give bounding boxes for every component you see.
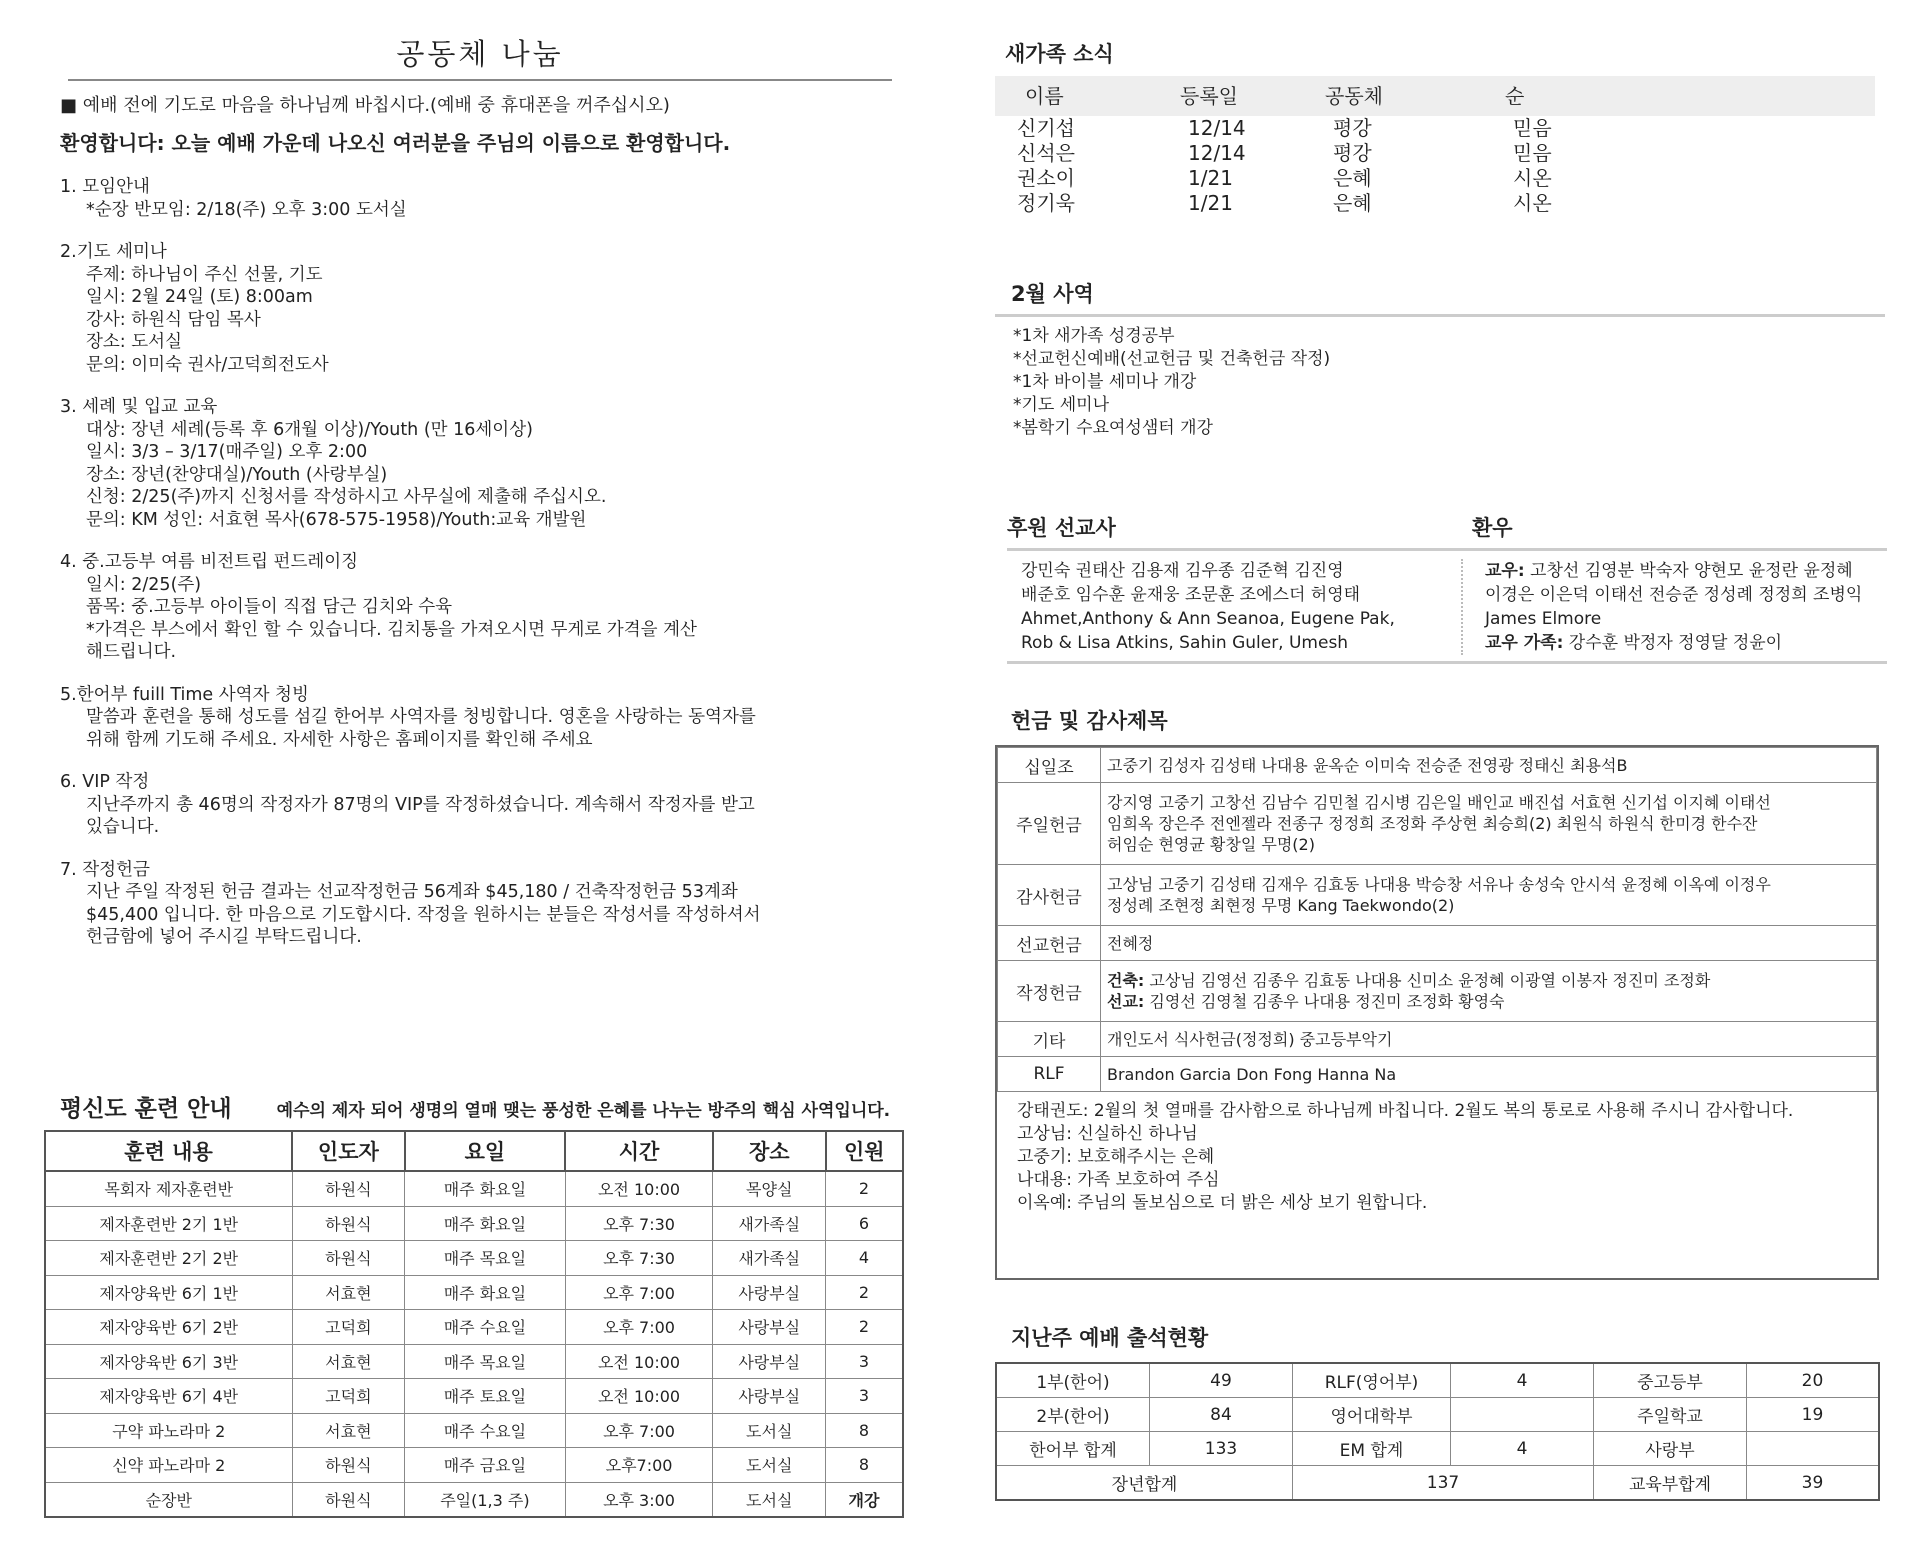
announcement-section: [60, 684, 900, 752]
training-cell: 구약 파노라마 2: [45, 1413, 292, 1448]
training-cell: 하원식: [292, 1206, 405, 1241]
training-table: [44, 1130, 904, 1518]
training-cell: 6: [826, 1206, 903, 1241]
announcement-line: 지난 주일 작정된 헌금 결과는 선교작정헌금 56계좌 $45,180 / 건축작정헌금 53계좌: [86, 882, 738, 902]
offering-box: [995, 745, 1879, 1280]
offering-name-line: 허임순 현영균 황창일 무명(2): [1107, 835, 1315, 854]
announcement-section: [60, 241, 900, 376]
announcement-line: 주제: 하나님이 주신 선물, 기도: [86, 264, 323, 285]
training-subtitle: 예수의 제자 되어 생명의 열매 맺는 풍성한 은혜를 나누는 방주의 핵심 사역입니다.: [276, 1101, 891, 1121]
offering-name-line: [1107, 991, 1870, 1012]
training-cell: 하원식: [292, 1171, 405, 1206]
newfamily-cell: 정기욱: [1017, 191, 1075, 215]
training-cell: 오후 7:00: [565, 1310, 713, 1345]
training-table-header: [45, 1131, 903, 1171]
announcement-line: 문의: 이미숙 권사/고덕희전도사: [86, 354, 329, 375]
newfamily-cell: 은혜: [1333, 191, 1372, 215]
training-cell: 3: [826, 1379, 903, 1414]
training-cell: 매주 화요일: [405, 1206, 565, 1241]
offering-names: [1101, 1022, 1877, 1057]
announcement-line: 일시: 3/3 – 3/17(매주일) 오후 2:00: [86, 442, 368, 462]
att-value: 133: [1150, 1432, 1293, 1466]
training-cell: 8: [826, 1413, 903, 1448]
newfamily-cell: 평강: [1333, 141, 1372, 165]
announcement-line: 강사: 하원식 담임 목사: [86, 309, 261, 330]
newfamily-cell: 시온: [1513, 166, 1552, 190]
training-cell: 신약 파노라마 2: [45, 1448, 292, 1483]
att-label: 1부(한어): [996, 1363, 1150, 1398]
announcement-heading: 1. 모임안내: [60, 177, 150, 197]
training-cell: 2: [826, 1171, 903, 1206]
training-title: 평신도 훈련 안내: [60, 1096, 232, 1122]
training-cell: 제자양육반 6기 1반: [45, 1275, 292, 1310]
welcome-message: 환영합니다: 오늘 예배 가운데 나오신 여러분을 주님의 이름으로 환영합니다.: [60, 131, 731, 155]
ministry-item: *선교헌신예배(선교헌금 및 건축헌금 작정): [1013, 349, 1331, 369]
sick-line: [1485, 559, 1862, 583]
att-label: RLF(영어부): [1293, 1363, 1451, 1398]
newfamily-cell: 은혜: [1333, 166, 1372, 190]
attendance-row: [996, 1363, 1879, 1398]
training-cell: 매주 토요일: [405, 1379, 565, 1414]
training-cell: 고덕희: [292, 1310, 405, 1345]
training-cell: 오후 7:00: [565, 1413, 713, 1448]
newfamily-cell: 평강: [1333, 116, 1372, 140]
announcement-line: *가격은 부스에서 확인 할 수 있습니다. 김치통을 가져오시면 무게로 가격을 계산: [86, 619, 697, 640]
att-value: 84: [1150, 1398, 1293, 1432]
thanks-line: 고상님: 신실하신 하나님: [1017, 1124, 1198, 1144]
training-cell: 매주 목요일: [405, 1241, 565, 1276]
training-cell: 4: [826, 1241, 903, 1276]
missionary-line: 강민숙 권태산 김용재 김우종 김준혁 김진영: [1021, 561, 1344, 581]
ministry-item: *1차 바이블 세미나 개강: [1013, 372, 1197, 392]
missionary-divider: [1007, 548, 1887, 551]
att-label: EM 합계: [1293, 1432, 1451, 1466]
training-cell: 매주 수요일: [405, 1310, 565, 1345]
missionary-box: [1007, 512, 1887, 664]
missionary-line: Ahmet,Anthony & Ann Seanoa, Eugene Pak,: [1021, 609, 1395, 629]
newfamily-cell: 1/21: [1188, 166, 1233, 190]
offering-row: [998, 783, 1877, 865]
announcement-line: 일시: 2/25(주): [86, 574, 202, 595]
announcement-heading: 3. 세례 및 입교 교육: [60, 397, 218, 417]
missionary-line: 배준호 임수훈 윤재웅 조문훈 조에스더 허영태: [1021, 585, 1361, 605]
offering-name-line: [1107, 970, 1870, 991]
ministry-box: [995, 278, 1885, 440]
training-cell: 제자양육반 6기 2반: [45, 1310, 292, 1345]
training-cell: 오후 7:30: [565, 1241, 713, 1276]
ministry-item: *봄학기 수요여성샘터 개강: [1013, 418, 1213, 438]
att-value: 20: [1747, 1363, 1880, 1398]
offering-row: [998, 1022, 1877, 1057]
offering-row: [998, 926, 1877, 961]
training-row: [45, 1241, 903, 1276]
offering-name-line: 임희옥 장은주 전엔젤라 전종구 정정희 조정화 주상현 최승희(2) 최원식 하원식 한미경 한수잔: [1107, 814, 1758, 833]
sick-line: [1485, 583, 1862, 607]
att-label: 중고등부: [1594, 1363, 1747, 1398]
missionary-sick-body: [1007, 559, 1887, 655]
left-column: [60, 0, 900, 949]
thanks-line: 강태권도: 2월의 첫 열매를 감사함으로 하나님께 바칩니다. 2월도 복의 통로로 사용해 주시니 감사합니다.: [1017, 1101, 1794, 1121]
newfamily-cell: 권소이: [1017, 166, 1075, 190]
offering-name-line: 강지영 고중기 고창선 김남수 김민철 김시병 김은일 배인교 배진섭 서효현 신기섭 이지혜 이태선: [1107, 793, 1771, 812]
training-cell: 주일(1,3 주): [405, 1482, 565, 1517]
att-value: 137: [1293, 1466, 1594, 1501]
newfamily-column-header: 이름: [1025, 84, 1064, 108]
announcement-heading: 6. VIP 작정: [60, 772, 150, 792]
offering-names: [1101, 926, 1877, 961]
announcement-section: [60, 771, 900, 839]
training-cell: 오후 3:00: [565, 1482, 713, 1517]
attendance-row: [996, 1398, 1879, 1432]
training-cell: 서효현: [292, 1344, 405, 1379]
missionary-title: 후원 선교사: [1007, 516, 1116, 540]
newfamily-cell: 시온: [1513, 191, 1552, 215]
announcement-line: 품목: 중.고등부 아이들이 직접 담근 김치와 수육: [86, 597, 453, 617]
att-label: 영어대학부: [1293, 1398, 1451, 1432]
newfamily-rows: [995, 116, 1875, 216]
offering-title: 헌금 및 감사제목: [1011, 709, 1168, 733]
offering-name-line: Brandon Garcia Don Fong Hanna Na: [1107, 1064, 1397, 1084]
att-label: 장년합계: [996, 1466, 1293, 1501]
newfamily-column-header: 순: [1505, 84, 1525, 108]
training-row: [45, 1206, 903, 1241]
training-row: [45, 1310, 903, 1345]
training-cell: 8: [826, 1448, 903, 1483]
offering-names: [1101, 865, 1877, 926]
training-cell: 하원식: [292, 1482, 405, 1517]
offering-names: [1101, 783, 1877, 865]
ministry-item: *1차 새가족 성경공부: [1013, 326, 1175, 346]
announcement-heading: 4. 중.고등부 여름 비전트립 펀드레이징: [60, 552, 359, 572]
announcement-line: 헌금함에 넣어 주시길 부탁드립니다.: [86, 927, 362, 947]
training-column-header: 인도자: [292, 1131, 405, 1171]
training-cell: 매주 목요일: [405, 1344, 565, 1379]
announcement-line: 신청: 2/25(주)까지 신청서를 작성하시고 사무실에 제출해 주십시오.: [86, 487, 607, 507]
training-cell: 도서실: [713, 1413, 826, 1448]
thanks-line: 고중기: 보호해주시는 은혜: [1017, 1147, 1215, 1167]
training-cell: 도서실: [713, 1482, 826, 1517]
newfamily-cell: 12/14: [1188, 116, 1246, 140]
training-cell: 제자양육반 6기 3반: [45, 1344, 292, 1379]
announcement-line: 말씀과 훈련을 통해 성도를 섬길 한어부 사역자를 청빙합니다. 영혼을 사랑하는 동역자를: [86, 707, 756, 727]
offering-names: [1101, 748, 1877, 783]
training-header: [60, 1090, 920, 1123]
thanks-list: [997, 1092, 1877, 1278]
offering-label: 작정헌금: [998, 961, 1101, 1022]
training-cell: 사랑부실: [713, 1344, 826, 1379]
announcement-line: 대상: 장년 세례(등록 후 6개월 이상)/Youth (만 16세이상): [86, 419, 533, 440]
training-cell: 제자양육반 6기 4반: [45, 1379, 292, 1414]
newfamily-cell: 믿음: [1513, 141, 1552, 165]
announcement-line: 일시: 2월 24일 (토) 8:00am: [86, 287, 313, 307]
announcement-line: 해드립니다.: [86, 642, 177, 662]
announcement-line: 지난주까지 총 46명의 작정자가 87명의 VIP를 작정하셨습니다. 계속해서 작정자를 받고: [86, 794, 755, 815]
missionary-list: [1007, 559, 1463, 655]
att-value: 39: [1747, 1466, 1880, 1501]
thanks-line: 이옥예: 주님의 돌보심으로 더 밝은 세상 보기 원합니다.: [1017, 1193, 1428, 1213]
att-label: 사랑부: [1594, 1432, 1747, 1466]
training-cell: 새가족실: [713, 1206, 826, 1241]
offering-row: [998, 1057, 1877, 1092]
training-cell: 제자훈련반 2기 1반: [45, 1206, 292, 1241]
newfamily-header: [995, 76, 1875, 116]
newfamily-row: [995, 166, 1875, 191]
training-row: [45, 1482, 903, 1517]
training-cell: 새가족실: [713, 1241, 826, 1276]
offering-name-line: 고상님 고중기 김성태 김재우 김효동 나대용 박승창 서유나 송성숙 안시석 윤정혜 이옥예 이정우: [1107, 875, 1771, 894]
training-cell: 하원식: [292, 1448, 405, 1483]
ministry-item: *기도 세미나: [1013, 395, 1110, 415]
training-cell: 사랑부실: [713, 1275, 826, 1310]
training-row: [45, 1275, 903, 1310]
training-cell: 사랑부실: [713, 1379, 826, 1414]
sick-list: [1463, 559, 1862, 655]
announcement-heading: 2.기도 세미나: [60, 242, 167, 262]
training-row: [45, 1448, 903, 1483]
sick-line-text: 고창선 김영분 박숙자 양현모 윤정란 윤정혜: [1524, 561, 1853, 581]
missionary-line: Rob & Lisa Atkins, Sahin Guler, Umesh: [1021, 633, 1349, 653]
newfamily-row: [995, 141, 1875, 166]
training-cell: 매주 금요일: [405, 1448, 565, 1483]
ministry-divider: [995, 314, 1885, 317]
newfamily-row: [995, 191, 1875, 216]
att-value: 4: [1451, 1363, 1594, 1398]
training-cell: 매주 화요일: [405, 1171, 565, 1206]
attendance-total-row: [996, 1466, 1879, 1501]
att-label: 주일학교: [1594, 1398, 1747, 1432]
training-cell: 목양실: [713, 1171, 826, 1206]
announcement-line: *순장 반모임: 2/18(주) 오후 3:00 도서실: [86, 199, 407, 220]
offering-names: [1101, 961, 1877, 1022]
newfamily-title: 새가족 소식: [1005, 42, 1114, 66]
training-cell: 하원식: [292, 1241, 405, 1276]
att-value: 49: [1150, 1363, 1293, 1398]
training-cell: 제자훈련반 2기 2반: [45, 1241, 292, 1276]
att-value: [1451, 1398, 1594, 1432]
training-cell: 고덕희: [292, 1379, 405, 1414]
announcement-line: 장소: 장년(찬양대실)/Youth (사랑부실): [86, 464, 388, 485]
att-value: 4: [1451, 1432, 1594, 1466]
offering-category-names: 고상님 김영선 김종우 김효동 나대용 신미소 윤정혜 이광열 이봉자 정진미 조정화: [1144, 971, 1711, 990]
announcement-section: [60, 551, 900, 664]
offering-label: 주일헌금: [998, 783, 1101, 865]
training-row: [45, 1413, 903, 1448]
offering-category-names: 김영선 김영철 김종우 나대용 정진미 조정화 황영숙: [1144, 992, 1505, 1011]
offering-label: RLF: [998, 1057, 1101, 1092]
newfamily-cell: 12/14: [1188, 141, 1246, 165]
training-cell: 오후7:00: [565, 1448, 713, 1483]
att-value: 19: [1747, 1398, 1880, 1432]
newfamily-cell: 신기섭: [1017, 116, 1075, 140]
announcements: [60, 176, 900, 949]
missionary-header: [1007, 512, 1887, 542]
training-column-header: 훈련 내용: [45, 1131, 292, 1171]
offering-names: [1101, 1057, 1877, 1092]
training-table-body: [45, 1171, 903, 1517]
training-cell: 2: [826, 1310, 903, 1345]
training-cell: 개강: [826, 1482, 903, 1517]
sick-line-label: 교우 가족:: [1485, 633, 1564, 653]
training-row: [45, 1379, 903, 1414]
announcement-line: $45,400 입니다. 한 마음으로 기도합시다. 작정을 원하시는 분들은 작성서를 작성하셔서: [86, 904, 761, 925]
offering-label: 감사헌금: [998, 865, 1101, 926]
newfamily-cell: 신석은: [1017, 141, 1075, 165]
sick-line: [1485, 631, 1862, 655]
att-label: 2부(한어): [996, 1398, 1150, 1432]
sick-line: [1485, 607, 1862, 631]
offering-label: 기타: [998, 1022, 1101, 1057]
att-value: [1747, 1432, 1880, 1466]
newfamily-cell: 1/21: [1188, 191, 1233, 215]
att-label: 한어부 합계: [996, 1432, 1150, 1466]
offering-name-line: 고중기 김성자 김성태 나대용 윤옥순 이미숙 전승준 전영광 정태신 최용석B: [1107, 755, 1628, 775]
training-row: [45, 1344, 903, 1379]
offering-table: [997, 747, 1877, 1092]
ministry-title: 2월 사역: [1011, 282, 1094, 306]
announcement-heading: 5.한어부 fuill Time 사역자 청빙: [60, 684, 309, 705]
offering-category: 선교:: [1107, 992, 1145, 1011]
training-cell: 순장반: [45, 1482, 292, 1517]
attendance-row: [996, 1432, 1879, 1466]
offering-label: 선교헌금: [998, 926, 1101, 961]
newfamily-table: [995, 76, 1875, 216]
offering-row: [998, 865, 1877, 926]
training-cell: 3: [826, 1344, 903, 1379]
sick-line-text: 강수훈 박정자 정영달 정윤이: [1563, 633, 1783, 653]
sick-line-text: 이경은 이은덕 이태선 전승준 정성례 정정희 조병익: [1485, 585, 1863, 605]
training-cell: 2: [826, 1275, 903, 1310]
training-cell: 목회자 제자훈련반: [45, 1171, 292, 1206]
missionary-bottom-rule: [1007, 661, 1887, 664]
announcement-section: [60, 859, 900, 949]
training-cell: 오전 10:00: [565, 1171, 713, 1206]
training-column-header: 요일: [405, 1131, 565, 1171]
offering-name-line: 정성례 조현정 최현정 무명 Kang Taekwondo(2): [1107, 896, 1455, 915]
offering-category: 건축:: [1107, 971, 1145, 990]
training-cell: 오후 7:00: [565, 1275, 713, 1310]
training-row: [45, 1171, 903, 1206]
announcement-line: 있습니다.: [86, 817, 160, 837]
attendance-table: [995, 1362, 1880, 1501]
newfamily-column-header: 공동체: [1325, 84, 1383, 108]
announcement-line: 장소: 도서실: [86, 332, 182, 352]
training-cell: 오전 10:00: [565, 1379, 713, 1414]
training-cell: 서효현: [292, 1275, 405, 1310]
attendance-title: 지난주 예배 출석현황: [1011, 1326, 1209, 1350]
sick-title: 환우: [1472, 516, 1513, 540]
thanks-line: 나대용: 가족 보호하여 주심: [1017, 1170, 1220, 1190]
announcement-heading: 7. 작정헌금: [60, 859, 150, 880]
announcement-line: 문의: KM 성인: 서효현 목사(678-575-1958)/Youth:교육 개발원: [86, 509, 587, 530]
att-label: 교육부합계: [1594, 1466, 1747, 1501]
training-cell: 매주 화요일: [405, 1275, 565, 1310]
ministry-list: [995, 325, 1885, 440]
page-title: 공동체 나눔: [396, 37, 564, 71]
announcement-section: [60, 176, 900, 221]
training-column-header: 인원: [826, 1131, 903, 1171]
sick-line-label: 교우:: [1485, 561, 1525, 581]
training-cell: 오후 7:30: [565, 1206, 713, 1241]
offering-row: [998, 748, 1877, 783]
offering-label: 십일조: [998, 748, 1101, 783]
sick-line-text: James Elmore: [1485, 609, 1602, 629]
training-cell: 오전 10:00: [565, 1344, 713, 1379]
newfamily-row: [995, 116, 1875, 141]
offering-name-line: 개인도서 식사헌금(정정희) 중고등부악기: [1107, 1029, 1393, 1049]
announcement-line: 위해 함께 기도해 주세요. 자세한 사항은 홈페이지를 확인해 주세요: [86, 729, 593, 750]
training-cell: 서효현: [292, 1413, 405, 1448]
training-cell: 사랑부실: [713, 1310, 826, 1345]
worship-notice: ■ 예배 전에 기도로 마음을 하나님께 바칩시다.(예배 중 휴대폰을 꺼주십시오): [60, 95, 670, 116]
newfamily-cell: 믿음: [1513, 116, 1552, 140]
training-cell: 매주 수요일: [405, 1413, 565, 1448]
announcement-section: [60, 396, 900, 531]
title-divider: [68, 79, 892, 81]
training-column-header: 시간: [565, 1131, 713, 1171]
newfamily-column-header: 등록일: [1180, 84, 1238, 108]
training-cell: 도서실: [713, 1448, 826, 1483]
training-column-header: 장소: [713, 1131, 826, 1171]
offering-name-line: 전혜정: [1107, 933, 1154, 953]
offering-row: [998, 961, 1877, 1022]
